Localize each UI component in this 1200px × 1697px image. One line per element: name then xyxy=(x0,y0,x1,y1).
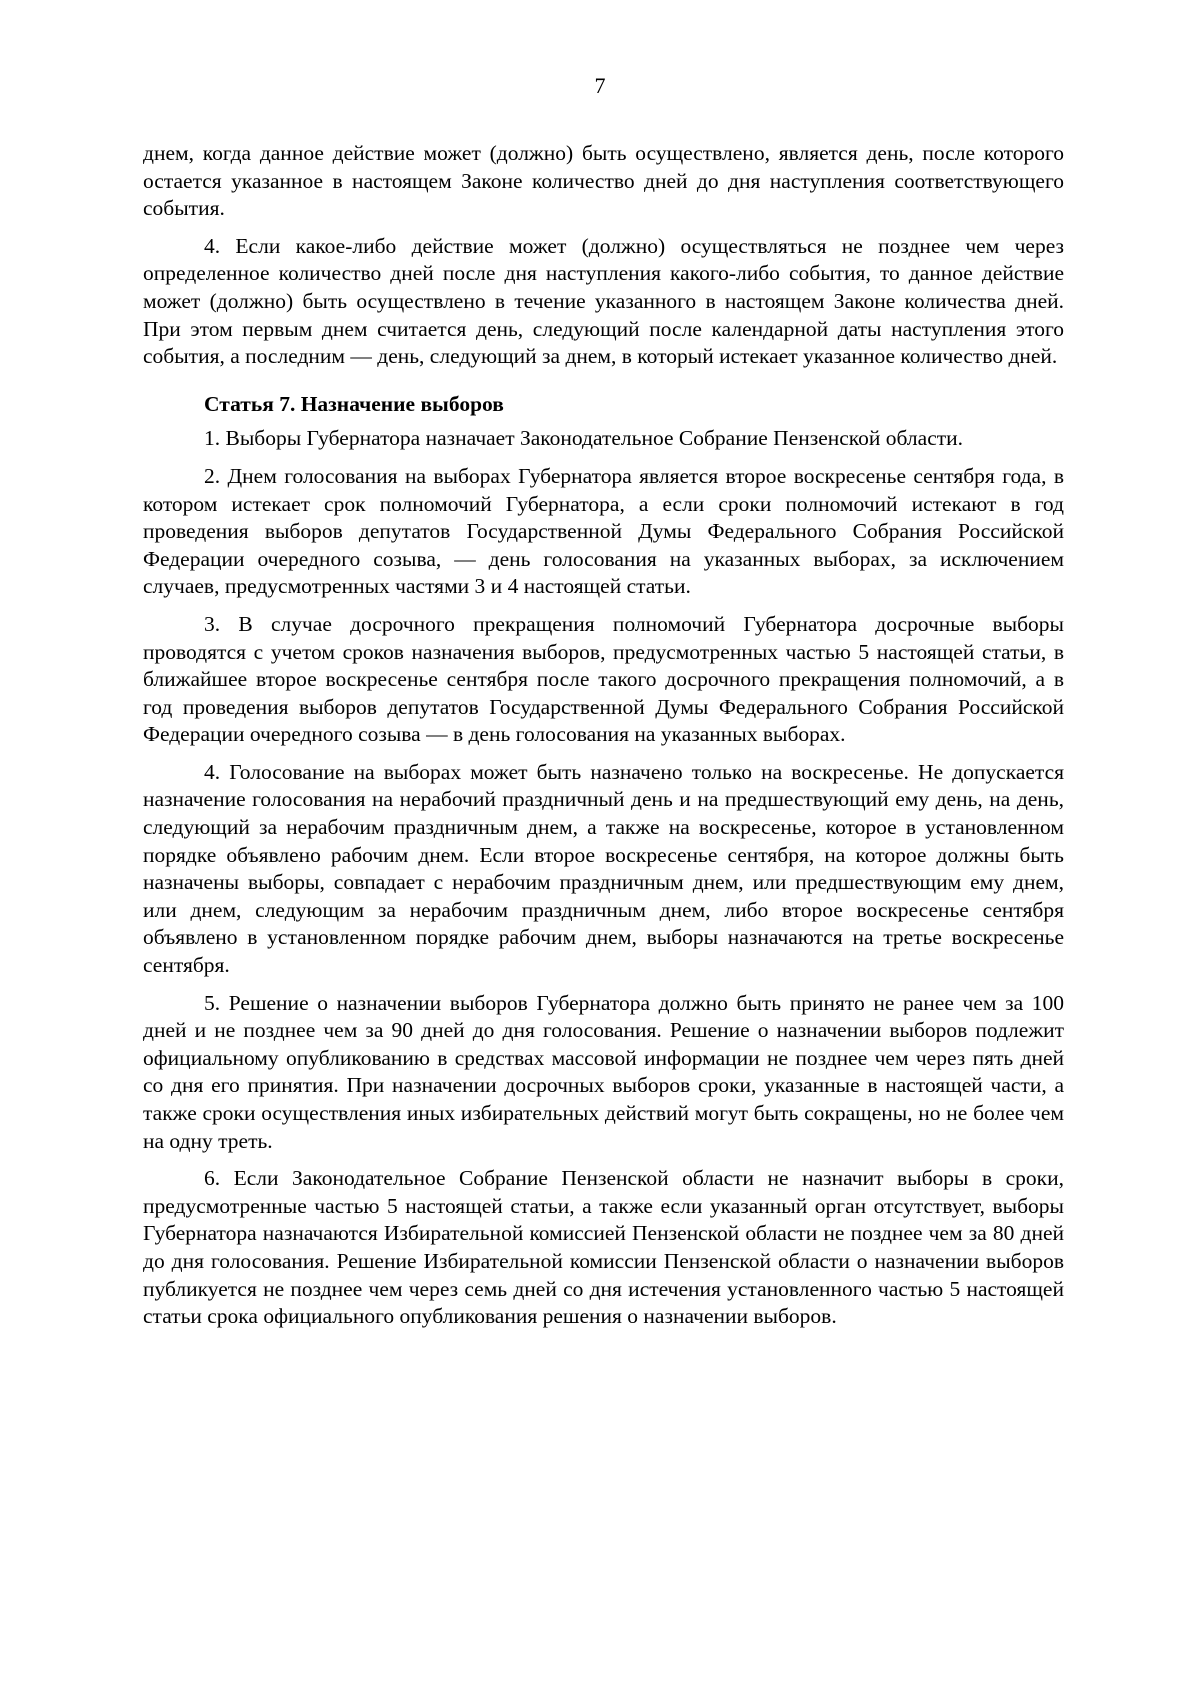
article-paragraph-5: 5. Решение о назначении выборов Губернатора должно быть принято не ранее чем за 100 дней и не позднее чем за 90 дней до дня голосования. Решение о назначении выборов подлежит официальному опубликованию в средствах массовой информации не позднее чем через пять дней со дня его принятия. При назначении досрочных выборов сроки, указанные в настоящей части, а также сроки осуществления иных избирательных действий могут быть сокращены, но не более чем на одну треть. xyxy=(143,990,1064,1153)
document-body xyxy=(143,140,1064,1341)
article-heading: Статья 7. Назначение выборов xyxy=(204,391,504,416)
page-number: 7 xyxy=(594,73,606,98)
article-paragraph-4: 4. Голосование на выборах может быть назначено только на воскресенье. Не допускается назначение голосования на нерабочий праздничный день и на предшествующий ему день, на день, следующий за нерабочим праздничным днем, а также на воскресенье, которое в установленном порядке объявлено рабочим днем. Если второе воскресенье сентября, на которое должны быть назначены выборы, совпадает с нерабочим праздничным днем, или предшествующим ему днем, или днем, следующим за нерабочим праздничным днем, либо второе воскресенье сентября объявлено в установленном порядке рабочим днем, выборы назначаются на третье воскресенье сентября. xyxy=(143,759,1064,978)
article-paragraph-1: 1. Выборы Губернатора назначает Законодательное Собрание Пензенской области. xyxy=(204,426,964,451)
article-paragraph-2: 2. Днем голосования на выборах Губернатора является второе воскресенье сентября года, в котором истекает срок полномочий Губернатора, а если сроки полномочий истекают в год проведения выборов депутатов Государственной Думы Федерального Собрания Российской Федерации очередного созыва, — день голосования на указанных выборах, за исключением случаев, предусмотренных частями 3 и 4 настоящей статьи. xyxy=(143,463,1064,599)
article-paragraph-3: 3. В случае досрочного прекращения полномочий Губернатора досрочные выборы проводятся с учетом сроков назначения выборов, предусмотренных частью 5 настоящей статьи, в ближайшее второе воскресенье сентября после такого досрочного прекращения полномочий, а в год проведения выборов депутатов Государственной Думы Федерального Собрания Российской Федерации очередного созыва — в день голосования на указанных выборах. xyxy=(143,611,1064,747)
article-paragraph-6: 6. Если Законодательное Собрание Пензенской области не назначит выборы в сроки, предусмотренные частью 5 настоящей статьи, а также если указанный орган отсутствует, выборы Губернатора назначаются Избирательной комиссией Пензенской области не позднее чем за 80 дней до дня голосования. Решение Избирательной комиссии Пензенской области о назначении выборов публикуется не позднее чем через семь дней со дня истечения установленного частью 5 настоящей статьи срока официального опубликования решения о назначении выборов. xyxy=(143,1166,1064,1329)
paragraph-part-4: 4. Если какое-либо действие может (должно) осуществляться не позднее чем через определенное количество дней после дня наступления какого-либо события, то данное действие может (должно) быть осуществлено в течение указанного в настоящем Законе количества дней. При этом первым днем считается день, следующий после календарной даты наступления этого события, а последним — день, следующий за днем, в который истекает указанное количество дней. xyxy=(143,233,1064,369)
paragraph-continuation: днем, когда данное действие может (должно) быть осуществлено, является день, после которого остается указанное в настоящем Законе количество дней до дня наступления соответствующего события. xyxy=(143,141,1064,221)
